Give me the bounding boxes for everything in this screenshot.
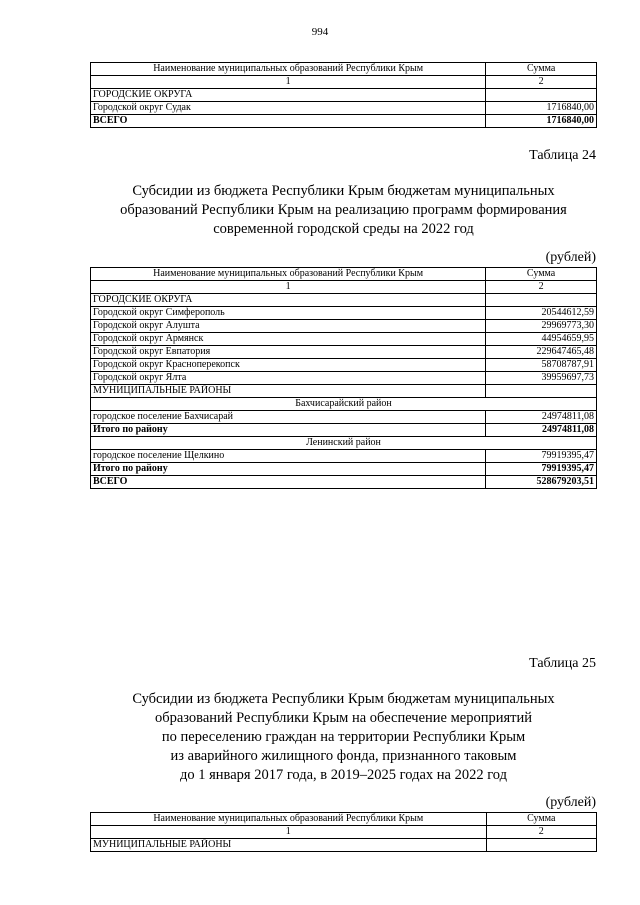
header-name-col: Наименование муниципальных образований Республики Крым <box>91 268 486 281</box>
header-sum-col: Сумма <box>486 63 597 76</box>
municipality-name: Городской округ Симферополь <box>91 307 486 320</box>
table-row <box>91 463 597 476</box>
number-row <box>91 76 597 89</box>
total-label: Итого по району <box>91 463 486 476</box>
col-number-2: 2 <box>486 76 597 89</box>
header-sum-col: Сумма <box>486 268 597 281</box>
table-row <box>91 307 597 320</box>
title-line: образований Республики Крым на обеспечение мероприятий <box>154 710 533 726</box>
table-row <box>91 359 597 372</box>
table-row <box>91 346 597 359</box>
municipality-name: Городской округ Армянск <box>91 333 486 346</box>
title-line: по переселению граждан на территории Республики Крым <box>161 729 526 745</box>
table-24 <box>90 267 597 489</box>
table-24-label: Таблица 24 <box>529 148 596 163</box>
col-number-1: 1 <box>91 826 487 839</box>
amount-cell <box>486 89 597 102</box>
header-row <box>91 63 597 76</box>
table-25-units: (рублей) <box>545 795 596 810</box>
municipality-name: Городской округ Ялта <box>91 372 486 385</box>
district-heading: Ленинский район <box>91 437 597 450</box>
table-row <box>91 115 597 128</box>
header-name-col: Наименование муниципальных образований Республики Крым <box>91 813 487 826</box>
table-24-title: Субсидии из бюджета Республики Крым бюджетам муниципальных образований Республики Крым на реализацию программ формирования современной городской среды на 2022 год <box>120 183 567 237</box>
section-heading: ГОРОДСКИЕ ОКРУГА <box>91 89 486 102</box>
table-25 <box>90 812 597 852</box>
amount-cell <box>486 839 596 852</box>
number-row <box>91 826 597 839</box>
table-row <box>91 424 597 437</box>
total-amount: 24974811,08 <box>486 424 597 437</box>
table-row <box>91 411 597 424</box>
amount-cell: 24974811,08 <box>486 411 597 424</box>
col-number-1: 1 <box>91 76 486 89</box>
amount-cell: 20544612,59 <box>486 307 597 320</box>
table-row <box>91 398 597 411</box>
header-name-col: Наименование муниципальных образований Республики Крым <box>91 63 486 76</box>
municipality-name: городское поселение Бахчисарай <box>91 411 486 424</box>
table-row <box>91 450 597 463</box>
table-row <box>91 476 597 489</box>
table-row <box>91 294 597 307</box>
table-row <box>91 372 597 385</box>
title-line: до 1 января 2017 года, в 2019–2025 годах на 2022 год <box>180 767 507 783</box>
table-row <box>91 89 597 102</box>
table-continuation <box>90 62 597 128</box>
amount-cell: 58708787,91 <box>486 359 597 372</box>
col-number-1: 1 <box>91 281 486 294</box>
section-heading: МУНИЦИПАЛЬНЫЕ РАЙОНЫ <box>91 839 487 852</box>
amount-cell <box>486 294 597 307</box>
table-24-units: (рублей) <box>545 250 596 265</box>
table-row <box>91 333 597 346</box>
title-line: Субсидии из бюджета Республики Крым бюджетам муниципальных <box>132 691 555 707</box>
district-heading: Бахчисарайский район <box>91 398 597 411</box>
header-sum-col: Сумма <box>486 813 596 826</box>
municipality-name: городское поселение Щелкино <box>91 450 486 463</box>
amount-cell: 29969773,30 <box>486 320 597 333</box>
table-25-title <box>90 690 597 785</box>
total-amount: 1716840,00 <box>486 115 597 128</box>
total-amount: 528679203,51 <box>486 476 597 489</box>
total-amount: 79919395,47 <box>486 463 597 476</box>
municipality-name: Городской округ Евпатория <box>91 346 486 359</box>
amount-cell: 79919395,47 <box>486 450 597 463</box>
table-row <box>91 320 597 333</box>
municipality-name: Городской округ Красноперекопск <box>91 359 486 372</box>
title-line: из аварийного жилищного фонда, признанного таковым <box>170 748 517 764</box>
section-heading: МУНИЦИПАЛЬНЫЕ РАЙОНЫ <box>91 385 486 398</box>
table-row <box>91 839 597 852</box>
page-number: 994 <box>311 26 329 38</box>
table-row <box>91 437 597 450</box>
amount-cell: 39959697,73 <box>486 372 597 385</box>
total-label: ВСЕГО <box>91 476 486 489</box>
amount-cell <box>486 385 597 398</box>
header-row <box>91 813 597 826</box>
total-label: Итого по району <box>91 424 486 437</box>
amount-cell: 1716840,00 <box>486 102 597 115</box>
municipality-name: Городской округ Судак <box>91 102 486 115</box>
col-number-2: 2 <box>486 826 596 839</box>
amount-cell: 44954659,95 <box>486 333 597 346</box>
table-row <box>91 102 597 115</box>
table-row <box>91 385 597 398</box>
municipality-name: Городской округ Алушта <box>91 320 486 333</box>
amount-cell: 229647465,48 <box>486 346 597 359</box>
col-number-2: 2 <box>486 281 597 294</box>
number-row <box>91 281 597 294</box>
section-heading: ГОРОДСКИЕ ОКРУГА <box>91 294 486 307</box>
header-row <box>91 268 597 281</box>
table-25-label: Таблица 25 <box>529 656 596 671</box>
total-label: ВСЕГО <box>91 115 486 128</box>
